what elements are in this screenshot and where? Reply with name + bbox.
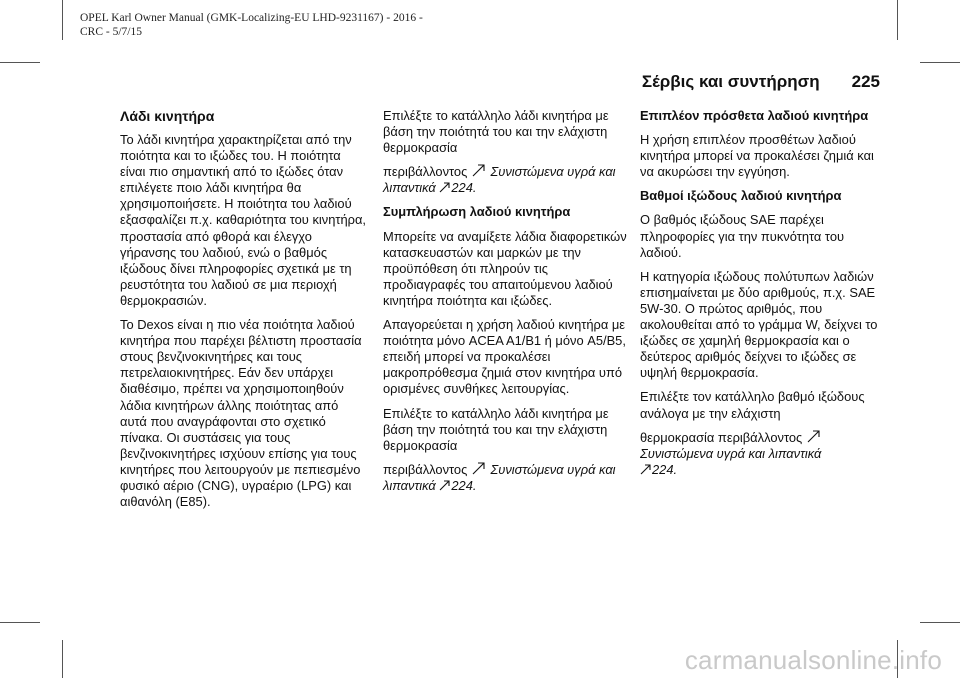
reference-link[interactable]: Συνιστώμενα υγρά και λιπαντικά: [640, 445, 822, 461]
column-2: [383, 108, 629, 502]
crop-mark: [0, 622, 40, 623]
meta-line-1: OPEL Karl Owner Manual (GMK-Localizing-EU LHD-9231167) - 2016 -: [80, 12, 423, 24]
reference-link[interactable]: Συνιστώμενα υγρά και λιπαντικά: [383, 164, 616, 196]
cross-reference-paragraph: [383, 164, 629, 196]
paragraph: Επιλέξτε το κατάλληλο λάδι κινητήρα με βάση την ποιότητά του και την ελάχιστη θερμοκρασία: [383, 108, 609, 156]
cross-reference-paragraph: [640, 430, 886, 478]
paragraph: Ο βαθμός ιξώδους SAE παρέχει πληροφορίες για την πυκνότητα του λαδιού.: [640, 212, 845, 260]
paragraph: Απαγορεύεται η χρήση λαδιού κινητήρα με ποιότητα μόνο ACEA A1/B1 ή μόνο A5/B5, επειδή μπορεί να προκαλέσει μακροπρόθεσμα ζημιά στον κινητήρα υπό ορισμένες συνθήκες λειτουργίας.: [383, 317, 626, 397]
crop-mark: [920, 622, 960, 623]
paragraph: Μπορείτε να αναμίξετε λάδια διαφορετικών κατασκευαστών και μαρκών με την προϋπόθεση ότι πληρούν τις προδιαγραφές του απαιτούμενου λαδιού κινητήρα ποιότητα και ιξώδες.: [383, 228, 627, 308]
paragraph: Η κατηγορία ιξώδους πολύτυπων λαδιών επισημαίνεται με δύο αριθμούς, π.χ. SAE 5W-30. Ο πρώτος αριθμός, που ακολουθείται από το γράμμα W, δείχνει το ιξώδες σε χαμηλή θερμοκρασία και ο δεύτερος αριθμός δείχνει το ιξώδες σε υψηλή θερμοκρασία.: [640, 268, 878, 381]
crop-mark: [62, 640, 63, 678]
cross-reference-paragraph: [383, 462, 629, 494]
paragraph: Το Dexos είναι η πιο νέα ποιότητα λαδιού κινητήρα που παρέχει βέλτιστη προστασία στους βενζινοκινητήρες και τους πετρελαιοκινητήρες. Εάν δεν υπάρχει διαθέσιμο, πρέπει να χρησιμοποιηθούν λάδια κινητήρων άλλης ποιότητας από αυτά που αναγράφονται στο σχετικό πίνακα. Οι συστάσεις για τους βενζινοκινητήρες ισχύουν επίσης για τους κινητήρες που λειτουργούν με πεπιεσμένο φυσικό αέριο (CNG), υγραέριο (LPG) και αιθανόλη (E85).: [120, 317, 362, 510]
paragraph: Το λάδι κινητήρα χαρακτηρίζεται από την ποιότητα και το ιξώδες του. Η ποιότητα είναι πιο σημαντική από το ιξώδες όταν επιλέγετε ποιο λάδι κινητήρα θα χρησιμοποιήσετε. Η ποιότητα του λαδιού εξασφαλίζει π.χ. καθαριότητα του κινητήρα, προστασία από φθορά και έλεγχο γήρανσης του λαδιού, ενώ ο βαθμός ιξώδους δίνει πληροφορίες σχετικά με τη ρευστότητα του λαδιού σε μια περιοχή θερμοκρασιών.: [120, 132, 366, 308]
reference-arrow-icon: [471, 462, 487, 476]
document-meta: [80, 12, 423, 39]
column-1: [120, 108, 366, 518]
text: θερμοκρασία περιβάλλοντος: [640, 429, 803, 445]
heading-topping-up-oil: Συμπλήρωση λαδιού κινητήρα: [383, 204, 571, 220]
paragraph: Η χρήση επιπλέον προσθέτων λαδιού κινητήρα μπορεί να προκαλέσει ζημιά και να ακυρώσει την εγγύηση.: [640, 132, 874, 180]
reference-link[interactable]: Συνιστώμενα υγρά και λιπαντικά: [383, 461, 616, 493]
watermark: carmanualsonline.info: [684, 645, 942, 675]
reference-arrow-icon: [439, 182, 451, 194]
crop-mark: [62, 0, 63, 40]
column-3: [640, 108, 886, 486]
heading-engine-oil: Λάδι κινητήρα: [120, 108, 215, 124]
section-title: Σέρβις και συντήρηση: [641, 72, 820, 91]
crop-mark: [897, 0, 898, 40]
text: περιβάλλοντος: [383, 461, 468, 477]
reference-page[interactable]: 224.: [652, 461, 678, 477]
reference-arrow-icon: [471, 164, 487, 178]
text: περιβάλλοντος: [383, 164, 468, 180]
heading-viscosity-grades: Βαθμοί ιξώδους λαδιού κινητήρα: [640, 188, 842, 204]
paragraph: Επιλέξτε το κατάλληλο λάδι κινητήρα με βάση την ποιότητά του και την ελάχιστη θερμοκρασία: [383, 405, 609, 453]
meta-line-2: CRC - 5/7/15: [80, 25, 142, 38]
reference-page[interactable]: 224.: [451, 180, 477, 196]
heading-additional-additives: Επιπλέον πρόσθετα λαδιού κινητήρα: [640, 108, 869, 123]
reference-arrow-icon: [439, 480, 451, 492]
reference-page[interactable]: 224.: [451, 477, 477, 493]
page-number: 225: [851, 72, 880, 91]
reference-arrow-icon: [806, 430, 822, 444]
reference-arrow-icon: [640, 464, 652, 476]
paragraph: Επιλέξτε τον κατάλληλο βαθμό ιξώδους ανάλογα με την ελάχιστη: [640, 389, 865, 421]
crop-mark: [0, 62, 40, 63]
running-header: [642, 72, 880, 92]
crop-mark: [920, 62, 960, 63]
